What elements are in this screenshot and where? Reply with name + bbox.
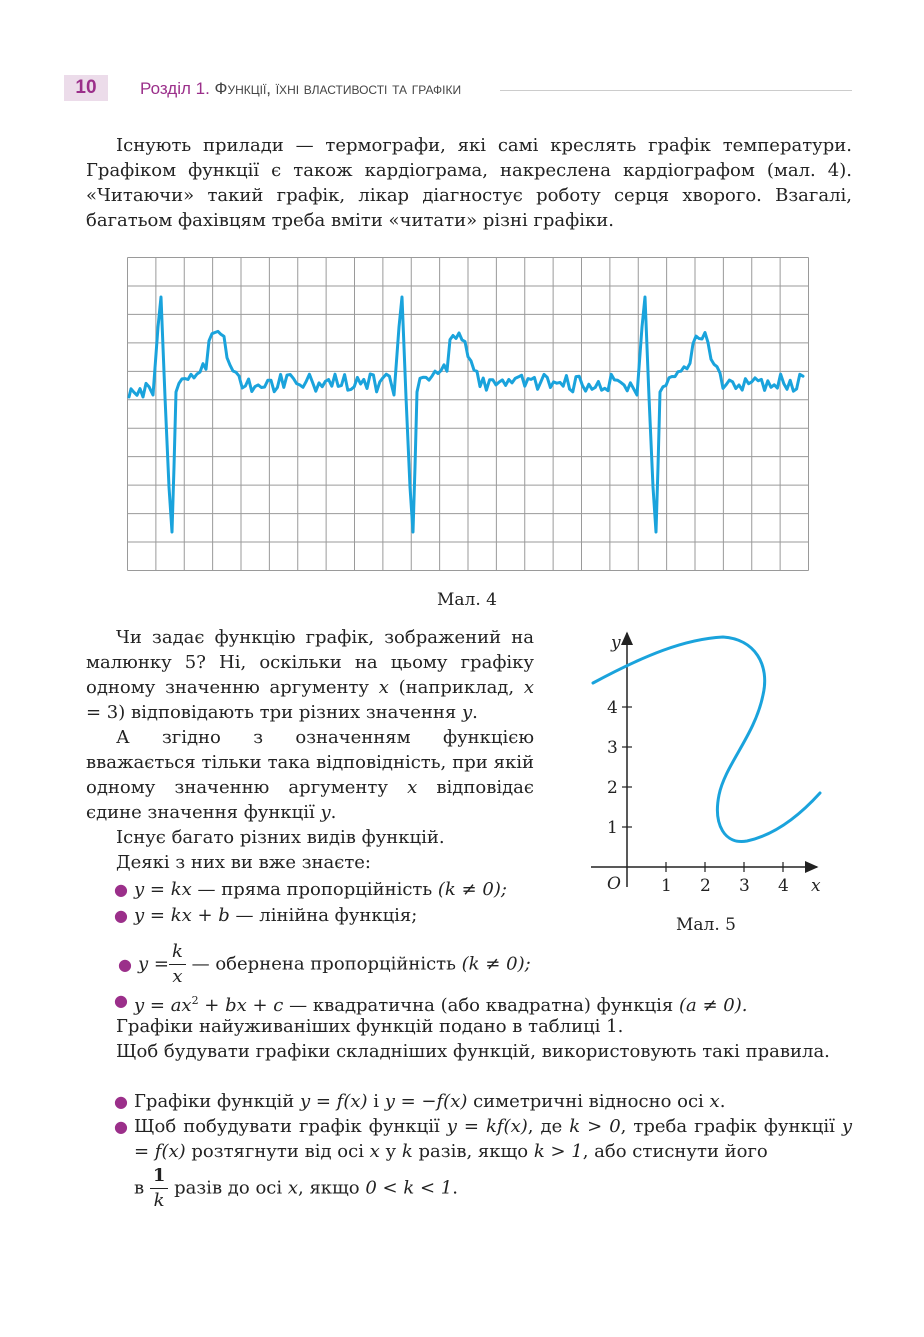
condition: k > 0 (569, 1116, 621, 1137)
bullet-icon: ● (118, 955, 132, 974)
condition: (a ≠ 0). (678, 995, 748, 1016)
text-segment: в (134, 1177, 150, 1199)
y-tick-label: 4 (607, 698, 618, 718)
text-segment: — лінійна функція; (229, 905, 418, 926)
condition: 0 < k < 1 (365, 1177, 453, 1199)
rule-symmetry (114, 1089, 852, 1114)
text-segment: . (472, 702, 478, 723)
list-item-inverse-proportion (118, 940, 531, 989)
text-segment: . (452, 1177, 458, 1199)
text-segment: і (367, 1091, 385, 1112)
formula: y = kf(x) (446, 1116, 528, 1137)
text-segment: = 3) відповідають три різних значення (86, 702, 462, 723)
formula: y = kx (134, 879, 192, 900)
text-segment: — обернена пропорційність (185, 953, 462, 975)
x-tick-label: 3 (739, 876, 750, 896)
y-tick-label: 3 (607, 738, 618, 758)
header-rule (500, 90, 852, 91)
cardiogram-figure (127, 257, 809, 571)
paragraph-table-ref: Графіки найуживаніших функцій подано в таблиці 1. (116, 1016, 624, 1037)
bullet-icon: ● (114, 906, 128, 925)
var-x: x (523, 677, 534, 698)
var-x: x (407, 777, 418, 798)
denominator: x (172, 966, 183, 987)
text-segment: , де (527, 1116, 570, 1137)
var-x: x (287, 1177, 298, 1199)
formula: + bx + c (198, 995, 284, 1016)
y-axis-label: y (611, 633, 621, 653)
rule-stretch-continued (134, 1164, 458, 1213)
paragraph-function-question (86, 625, 534, 725)
paragraph-you-know: Деякі з них ви вже знаєте: (116, 852, 371, 873)
paragraph-definition (86, 725, 534, 825)
x-axis-label: x (811, 876, 821, 896)
text-segment: Графіки функцій (134, 1091, 300, 1112)
text-segment: відповідає єдине значення функції (86, 777, 534, 823)
paragraph-many-functions: Існує багато різних видів функцій. (116, 827, 445, 848)
text-segment: , якщо (298, 1177, 366, 1199)
var-x: x (709, 1091, 720, 1112)
x-tick-label: 1 (661, 876, 672, 896)
x-tick-label: 4 (778, 876, 789, 896)
text-segment: у (379, 1141, 402, 1162)
var-k: k (401, 1141, 413, 1162)
cardiogram-curve (129, 297, 803, 532)
formula: y = −f(x) (384, 1091, 468, 1112)
text-segment: Щоб побудувати графік функції (134, 1116, 447, 1137)
list-item-linear (114, 903, 418, 928)
condition: (k ≠ 0); (461, 953, 531, 975)
section-label: Розділ 1. (140, 79, 210, 98)
y-tick-label: 1 (607, 818, 618, 838)
x-tick-label: 2 (700, 876, 711, 896)
text-segment: , або стиснути його (582, 1141, 768, 1162)
bullet-icon: ● (114, 880, 128, 899)
text-segment: (наприклад, (388, 677, 524, 698)
intro-paragraph: Існують прилади — термографи, які самі креслять графік температури. Графіком функції є також кардіограма, накреслена кардіографом (мал. 4). «Читаючи» такий графік, лікар діагностує роботу серця хворого. Взагалі, багатьом фахівцям треба вміти «читати» різні графіки. (86, 135, 852, 231)
figure4-caption: Мал. 4 (437, 590, 497, 610)
paragraph-rules-intro: Щоб будувати графіки складніших функцій, використовують такі правила. (116, 1041, 830, 1062)
formula: y = ax (134, 995, 192, 1016)
var-y: y (462, 702, 473, 723)
y-tick-label: 2 (607, 778, 618, 798)
formula: y = kx + b (134, 905, 230, 926)
fraction-k-over-x (169, 940, 186, 989)
text-segment: разів до осі (168, 1177, 288, 1199)
formula: y = f(x) (134, 1116, 853, 1162)
text-segment: , треба графік функції (620, 1116, 842, 1137)
page-number: 10 (64, 75, 108, 101)
condition: (k ≠ 0); (437, 879, 507, 900)
bullet-icon: ● (114, 1117, 128, 1136)
text-segment: симетричні відносно осі (467, 1091, 710, 1112)
denominator: k (153, 1190, 165, 1211)
var-x: x (369, 1141, 380, 1162)
figure5-caption: Мал. 5 (676, 915, 736, 935)
var-y: y (320, 802, 331, 823)
text-segment: . (719, 1091, 726, 1112)
running-header (140, 77, 461, 101)
bullet-icon: ● (114, 1092, 128, 1111)
fraction-1-over-k (150, 1164, 169, 1213)
formula-lhs: y = (138, 953, 169, 975)
figure5-graph (585, 625, 825, 900)
text-segment: розтягнути від осі (185, 1141, 370, 1162)
text-segment: Чи задає функцію графік, зображений на малюнку 5? Ні, оскільки на цьому графіку одному значенню аргументу (86, 627, 534, 698)
text-segment: — пряма пропорційність (191, 879, 438, 900)
text-segment: А згідно з означенням функцією вважається тільки така відповідність, при якій одному значенню аргументу (86, 727, 534, 798)
numerator: k (169, 940, 186, 965)
var-x: x (378, 677, 389, 698)
numerator: 1 (150, 1164, 169, 1189)
formula: y = f(x) (299, 1091, 368, 1112)
text-segment: — квадратична (або квадратна) функція (283, 995, 679, 1016)
text-segment: разів, якщо (412, 1141, 534, 1162)
origin-label: O (607, 874, 621, 894)
exponent: 2 (191, 994, 199, 1007)
list-item-direct-proportion (114, 877, 507, 902)
cardiogram-grid (128, 258, 809, 571)
text-segment: . (330, 802, 337, 823)
condition: k > 1 (533, 1141, 583, 1162)
chapter-title: Функції, їхні властивості та графіки (214, 79, 462, 98)
rule-stretch (114, 1114, 853, 1164)
bullet-icon: ● (114, 991, 128, 1010)
